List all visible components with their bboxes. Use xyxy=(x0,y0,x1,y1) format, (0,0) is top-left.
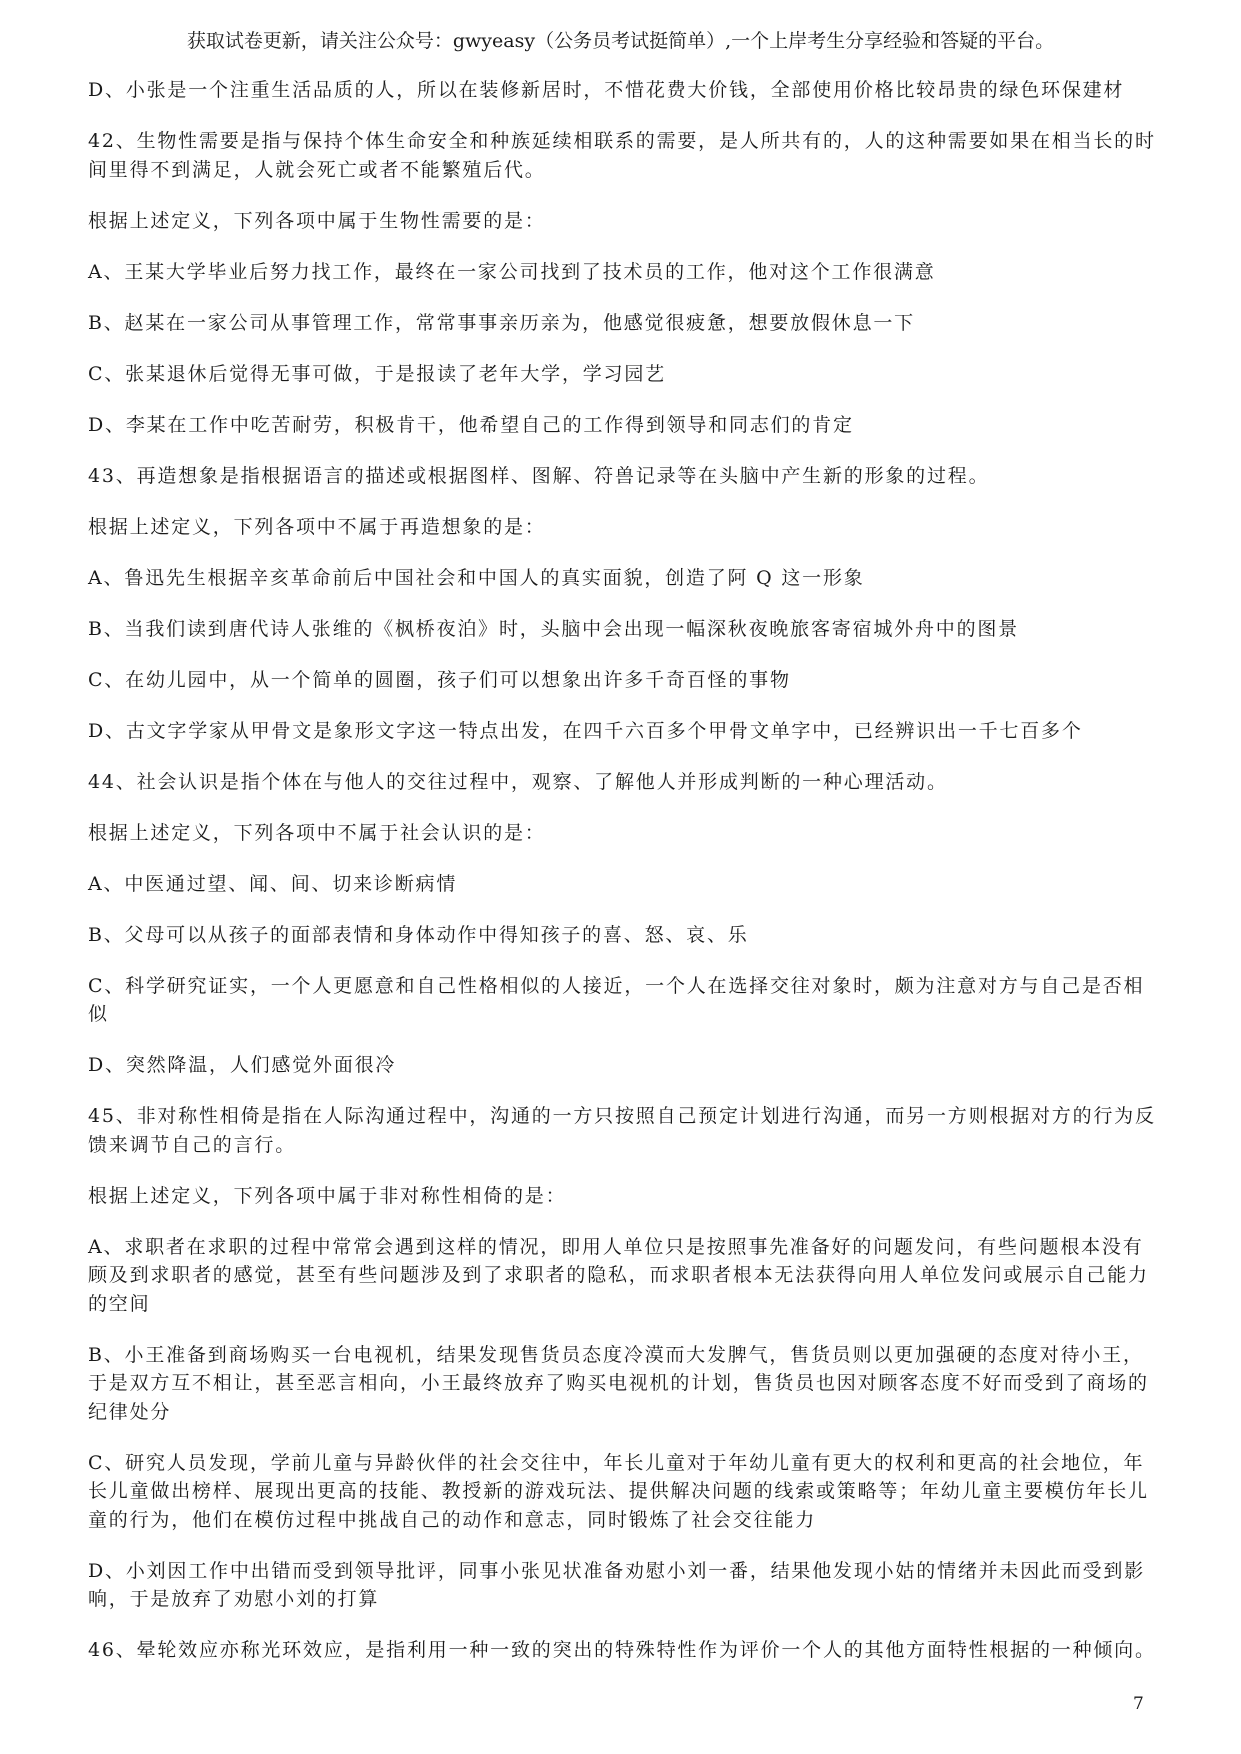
option-42-b: B、赵某在一家公司从事管理工作，常常事事亲历亲为，他感觉很疲惫，想要放假休息一下 xyxy=(88,311,915,334)
option-45-d: D、小刘因工作中出错而受到领导批评，同事小张见状准备劝慰小刘一番，结果他发现小姑的情绪并未因此而受到影响，于是放弃了劝慰小刘的打算 xyxy=(88,1559,1146,1610)
option-45-a: A、求职者在求职的过程中常常会遇到这样的情况，即用人单位只是按照事先准备好的问题发问，有些问题根本没有顾及到求职者的感觉，甚至有些问题涉及到了求职者的隐私，而求职者根本无法获得向用人单位发问或展示自己能力的空间 xyxy=(88,1235,1149,1315)
option-42-d: D、李某在工作中吃苦耐劳，积极肯干，他希望自己的工作得到领导和同志们的肯定 xyxy=(88,413,854,436)
question-44-prompt: 根据上述定义，下列各项中不属于社会认识的是： xyxy=(88,821,546,844)
question-46: 46、晕轮效应亦称光环效应，是指利用一种一致的突出的特殊特性作为评价一个人的其他方面特性根据的一种倾向。 xyxy=(88,1639,1156,1661)
question-45-prompt: 根据上述定义，下列各项中属于非对称性相倚的是： xyxy=(88,1184,567,1207)
option-45-c: C、研究人员发现，学前儿童与异龄伙伴的社会交往中，年长儿童对于年幼儿童有更大的权利和更高的社会地位，年长儿童做出榜样、展现出更高的技能、教授新的游戏玩法、提供解决问题的线索或策略等；年幼儿童主要模仿年长儿童的行为，他们在模仿过程中挑战自己的动作和意志，同时锻炼了社会交往能力 xyxy=(88,1451,1149,1531)
option-41-d: D、小张是一个注重生活品质的人，所以在装修新居时，不惜花费大价钱，全部使用价格比较昂贵的绿色环保建材 xyxy=(88,79,1125,101)
question-42-prompt: 根据上述定义，下列各项中属于生物性需要的是： xyxy=(88,209,546,232)
question-42: 42、生物性需要是指与保持个体生命安全和种族延续相联系的需要，是人所共有的，人的这种需要如果在相当长的时间里得不到满足，人就会死亡或者不能繁殖后代。 xyxy=(88,130,1156,181)
question-44: 44、社会认识是指个体在与他人的交往过程中，观察、了解他人并形成判断的一种心理活动。 xyxy=(88,770,948,793)
option-42-a: A、王某大学毕业后努力找工作，最终在一家公司找到了技术员的工作，他对这个工作很满意 xyxy=(88,260,936,283)
page-number: 7 xyxy=(1133,1694,1144,1714)
option-44-c: C、科学研究证实，一个人更愿意和自己性格相似的人接近，一个人在选择交往对象时，颇为注意对方与自己是否相似 xyxy=(88,974,1145,1025)
page-header: 获取试卷更新，请关注公众号：gwyeasy（公务员考试挺简单）,一个上岸考生分享经验和答疑的平台。 xyxy=(186,30,1055,52)
question-43: 43、再造想象是指根据语言的描述或根据图样、图解、符兽记录等在头脑中产生新的形象的过程。 xyxy=(88,464,990,487)
option-43-b: B、当我们读到唐代诗人张维的《枫桥夜泊》时，头脑中会出现一幅深秋夜晚旅客寄宿城外舟中的图景 xyxy=(88,617,1019,640)
option-42-c: C、张某退休后觉得无事可做，于是报读了老年大学，学习园艺 xyxy=(88,362,666,385)
question-43-prompt: 根据上述定义，下列各项中不属于再造想象的是： xyxy=(88,515,546,538)
option-44-d: D、突然降温，人们感觉外面很冷 xyxy=(88,1054,397,1076)
option-43-c: C、在幼儿园中，从一个简单的圆圈，孩子们可以想象出许多千奇百怪的事物 xyxy=(88,668,791,691)
option-43-d: D、古文字学家从甲骨文是象形文字这一特点出发，在四千六百多个甲骨文单字中，已经辨识出一千七百多个 xyxy=(88,719,1083,742)
document-body xyxy=(88,76,1160,1687)
option-43-a: A、鲁迅先生根据辛亥革命前后中国社会和中国人的真实面貌，创造了阿 Q 这一形象 xyxy=(88,566,865,589)
option-45-b: B、小王准备到商场购买一台电视机，结果发现售货员态度冷漠而大发脾气，售货员则以更加强硬的态度对待小王，于是双方互不相让，甚至恶言相向，小王最终放弃了购买电视机的计划，售货员也因对顾客态度不好而受到了商场的纪律处分 xyxy=(88,1343,1149,1423)
question-45: 45、非对称性相倚是指在人际沟通过程中，沟通的一方只按照自己预定计划进行沟通，而另一方则根据对方的行为反馈来调节自己的言行。 xyxy=(88,1105,1156,1156)
option-44-b: B、父母可以从孩子的面部表情和身体动作中得知孩子的喜、怒、哀、乐 xyxy=(88,923,749,946)
option-44-a: A、中医通过望、闻、间、切来诊断病情 xyxy=(88,872,458,895)
